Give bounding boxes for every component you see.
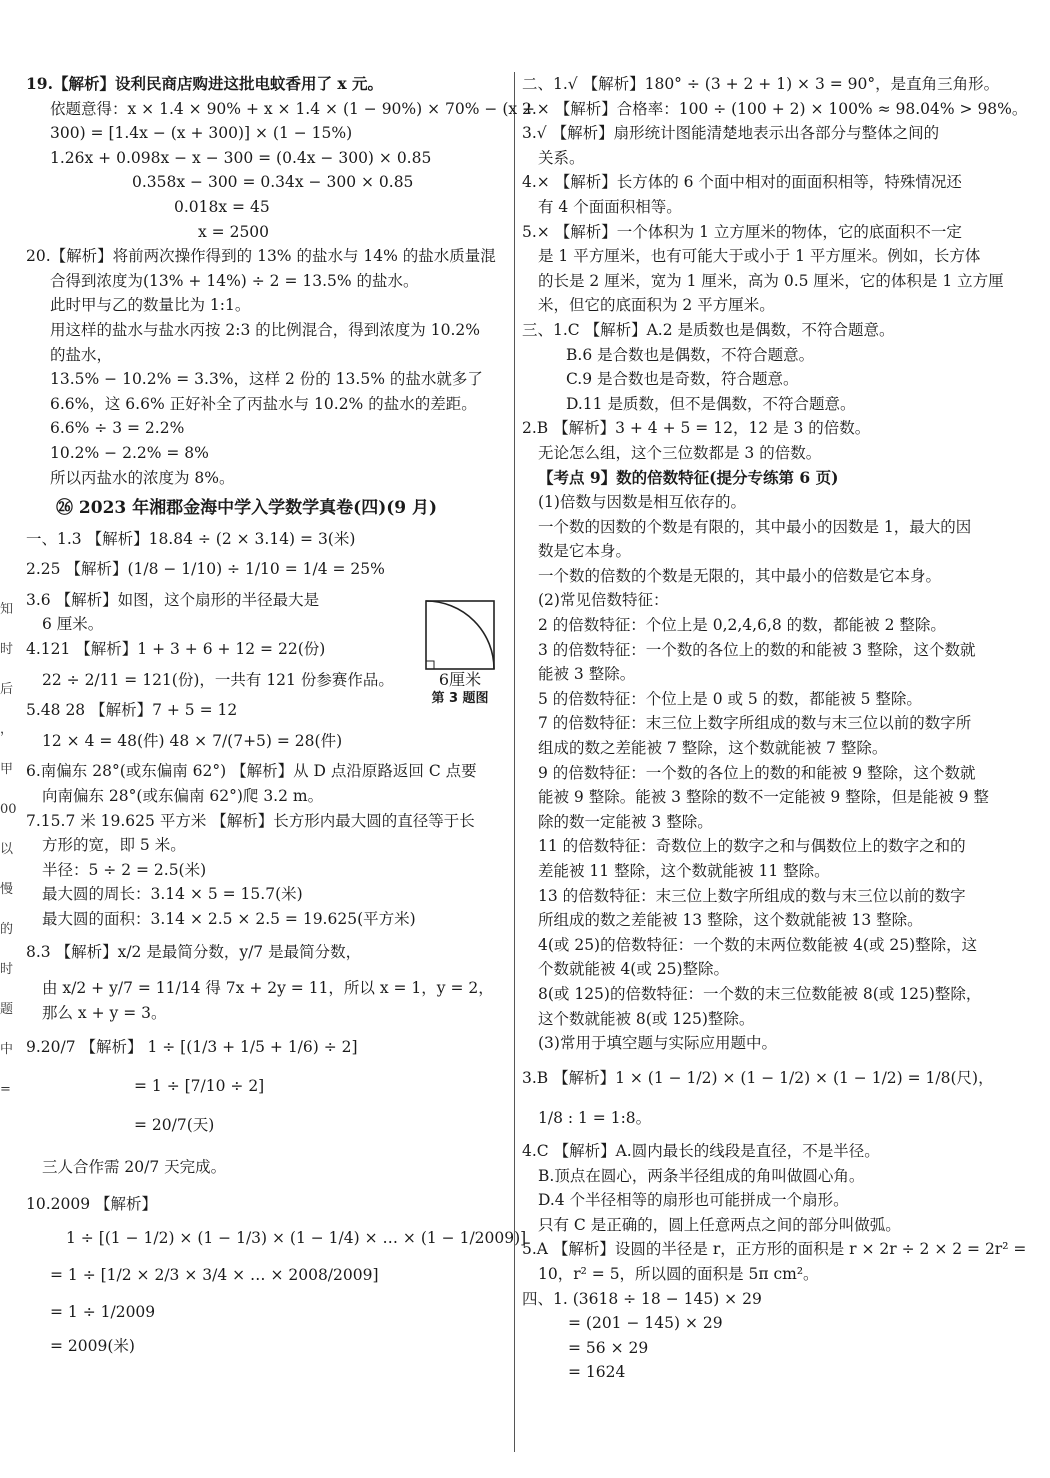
text-line: 三人合作需 20/7 天完成。 [42, 1158, 227, 1177]
text-line: 5 的倍数特征：个位上是 0 或 5 的数，都能被 5 整除。 [538, 689, 922, 708]
text-line: = 20/7(天) [134, 1115, 215, 1134]
text-line: 7.15.7 米 19.625 平方米 【解析】长方形内最大圆的直径等于长 [26, 811, 475, 830]
text-line: 2 的倍数特征：个位上是 0,2,4,6,8 的数，都能被 2 整除。 [538, 616, 946, 635]
text-line: 4.C 【解析】A.圆内最长的线段是直径，不是半径。 [522, 1141, 880, 1160]
edge-char: 的 [0, 922, 14, 937]
edge-char: 甲 [0, 762, 14, 777]
text-line: 6 厘米。 [42, 615, 104, 634]
text-line: 半径：5 ÷ 2 = 2.5(米) [42, 860, 207, 879]
text-line: 20.【解析】将前两次操作得到的 13% 的盐水与 14% 的盐水质量混 [26, 247, 496, 266]
edge-char: 时 [0, 642, 14, 657]
text-line: 的盐水， [50, 345, 113, 364]
right-column [522, 72, 1028, 1385]
text-line: 19.【解析】设利民商店购进这批电蚊香用了 x 元。 [26, 74, 384, 93]
text-line: 此时甲与乙的数量比为 1:1。 [50, 296, 251, 315]
text-line: C.9 是合数也是奇数，符合题意。 [566, 370, 799, 389]
text-line: 0.358x − 300 = 0.34x − 300 × 0.85 [132, 173, 414, 192]
text-line: 3.√ 【解析】扇形统计图能清楚地表示出各部分与整体之间的 [522, 124, 940, 143]
text-line: 9.20/7 【解析】 1 ÷ [(1/3 + 1/5 + 1/6) ÷ 2] [26, 1038, 358, 1057]
text-line: 个数就能被 4(或 25)整除。 [538, 960, 730, 979]
text-line: 4.× 【解析】长方体的 6 个面中相对的面面积相等，特殊情况还 [522, 173, 962, 192]
edge-char: = [0, 1082, 11, 1097]
text-line: 一个数的因数的个数是有限的，其中最小的因数是 1，最大的因 [538, 517, 972, 536]
text-line: 6.南偏东 28°(或东偏南 62°) 【解析】从 D 点沿原路返回 C 点要 [26, 762, 477, 781]
text-line: 最大圆的面积：3.14 × 2.5 × 2.5 = 19.625(平方米) [42, 910, 416, 928]
text-line: 无论怎么组，这个三位数都是 3 的倍数。 [538, 443, 822, 462]
text-line: 3.B 【解析】1 × (1 − 1/2) × (1 − 1/2) × (1 − 1/2) = 1/8(尺)， [522, 1068, 994, 1087]
text-line: 的长是 2 厘米，宽为 1 厘米，高为 0.5 厘米，它的体积是 1 立方厘 [538, 271, 1004, 290]
text-line: (2)常见倍数特征： [538, 591, 669, 610]
edge-char: 慢 [0, 882, 14, 897]
text-line: 8.3 【解析】x/2 是最简分数，y/7 是最简分数， [26, 942, 362, 961]
text-line: 10，r² = 5，所以圆的面积是 5π cm²。 [538, 1264, 819, 1283]
edge-char: 以 [0, 842, 14, 857]
text-line: 合得到浓度为(13% + 14%) ÷ 2 = 13.5% 的盐水。 [50, 271, 419, 290]
text-line: 0.018x = 45 [174, 197, 270, 216]
text-line: 10.2% − 2.2% = 8% [50, 443, 209, 462]
text-line: = 1 ÷ 1/2009 [50, 1302, 156, 1321]
text-line: 3.6 【解析】如图，这个扇形的半径最大是 [26, 590, 320, 609]
text-line: 9 的倍数特征：一个数的各位上的数的和能被 9 整除，这个数就 [538, 763, 976, 782]
text-line: B.顶点在圆心，两条半径组成的角叫做圆心角。 [538, 1166, 865, 1185]
text-line: D.4 个半径相等的扇形也可能拼成一个扇形。 [538, 1191, 849, 1210]
text-line: 6.6%，这 6.6% 正好补全了丙盐水与 10.2% 的盐水的差距。 [50, 394, 477, 413]
text-line: 1.26x + 0.098x − x − 300 = (0.4x − 300) × 0.85 [50, 148, 432, 167]
text-line: 能被 3 整除。 [538, 665, 636, 684]
text-line: 300) = [1.4x − (x + 300)] × (1 − 15%) [50, 124, 353, 143]
text-line: = 1624 [568, 1363, 626, 1382]
text-line: 8(或 125)的倍数特征：一个数的末三位数能被 8(或 125)整除， [538, 984, 982, 1003]
figure-quarter-circle [412, 600, 508, 708]
text-line: (3)常用于填空题与实际应用题中。 [538, 1034, 777, 1053]
text-line: 那么 x + y = 3。 [42, 1003, 167, 1022]
edge-char: 时 [0, 962, 14, 977]
text-line: 由 x/2 + y/7 = 11/14 得 7x + 2y = 11，所以 x = 1，y = 2， [42, 979, 494, 998]
text-line: 最大圆的周长：3.14 × 5 = 15.7(米) [42, 885, 303, 904]
text-line: 22 ÷ 2/11 = 121(份)，一共有 121 份参赛作品。 [42, 670, 394, 689]
text-line: 向南偏东 28°(或东偏南 62°)爬 3.2 m。 [42, 787, 324, 806]
text-line: 这个数就能被 8(或 125)整除。 [538, 1009, 755, 1028]
text-line: 差能被 11 整除，这个数就能被 11 整除。 [538, 862, 830, 880]
text-line: 所组成的数之差能被 13 整除，这个数就能被 13 整除。 [538, 911, 923, 930]
text-line: 13 的倍数特征：末三位上数字所组成的数与末三位以前的数字 [538, 886, 966, 905]
text-line: 组成的数之差能被 7 整除，这个数就能被 7 整除。 [538, 739, 888, 758]
text-line: D.11 是质数，但不是偶数，不符合题意。 [566, 394, 856, 413]
text-line: x = 2500 [198, 222, 270, 241]
text-line: 能被 9 整除。能被 3 整除的数不一定能被 9 整除，但是能被 9 整 [538, 788, 989, 807]
section-title: ㉖ 2023 年湘郡金海中学入学数学真卷(四)(9 月) [56, 498, 438, 519]
text-line: (1)倍数与因数是相互依存的。 [538, 493, 746, 512]
text-line: 7 的倍数特征：末三位上数字所组成的数与末三位以前的数字所 [538, 714, 972, 733]
text-line: = 2009(米) [50, 1337, 135, 1356]
text-line: 11 的倍数特征：奇数位上的数字之和与偶数位上的数字之和的 [538, 837, 966, 856]
edge-char: ， [0, 722, 14, 737]
text-line: 关系。 [538, 148, 585, 167]
text-line: B.6 是合数也是偶数，不符合题意。 [566, 345, 815, 364]
text-line: = 1 ÷ [7/10 ÷ 2] [134, 1076, 265, 1095]
text-line: 用这样的盐水与盐水丙按 2:3 的比例混合，得到浓度为 10.2% [50, 320, 480, 339]
text-line: = (201 − 145) × 29 [568, 1314, 723, 1333]
text-line: 方形的宽，即 5 米。 [42, 836, 186, 855]
text-line: 三、1.C 【解析】A.2 是质数也是偶数，不符合题意。 [522, 320, 895, 339]
text-line: 5.× 【解析】一个体积为 1 立方厘米的物体，它的底面积不一定 [522, 222, 962, 241]
text-line: 13.5% − 10.2% = 3.3%，这样 2 份的 13.5% 的盐水就多了 [50, 370, 483, 389]
text-line: 依题意得：x × 1.4 × 90% + x × 1.4 × (1 − 90%) × 70% − (x + [50, 99, 536, 118]
text-line: 2.B 【解析】3 + 4 + 5 = 12，12 是 3 的倍数。 [522, 419, 871, 438]
text-line: 5.48 28 【解析】7 + 5 = 12 [26, 701, 238, 720]
figure-label: 6厘米 [438, 670, 482, 689]
text-line: 只有 C 是正确的，圆上任意两点之间的部分叫做弧。 [538, 1215, 901, 1234]
text-line: 12 × 4 = 48(件) 48 × 7/(7+5) = 28(件) [42, 731, 343, 750]
text-line: 5.A 【解析】设圆的半径是 r，正方形的面积是 r × 2r ÷ 2 × 2 = 2r² = [522, 1240, 1027, 1259]
text-line: 1/8 : 1 = 1:8。 [538, 1109, 652, 1128]
text-line: 4.121 【解析】1 + 3 + 6 + 12 = 22(份) [26, 640, 326, 659]
text-line: 一、1.3 【解析】18.84 ÷ (2 × 3.14) = 3(米) [26, 529, 356, 548]
text-line: 10.2009 【解析】 [26, 1194, 158, 1213]
text-line: 1 ÷ [(1 − 1/2) × (1 − 1/3) × (1 − 1/4) × … × (1 − 1/2009)] [66, 1229, 527, 1248]
text-line: 所以丙盐水的浓度为 8%。 [50, 468, 235, 487]
edge-char: 后 [0, 682, 14, 697]
text-line: 除的数一定能被 3 整除。 [538, 812, 713, 831]
edge-char: 题 [0, 1002, 14, 1017]
text-line: 二、1.√ 【解析】180° ÷ (3 + 2 + 1) × 3 = 90°，是直角三角形。 [522, 75, 1000, 93]
left-column [26, 72, 536, 1359]
text-line: = 56 × 29 [568, 1338, 649, 1357]
text-line: 数是它本身。 [538, 542, 632, 561]
figure-caption: 第 3 题图 [431, 691, 489, 706]
text-line: 米，但它的底面积为 2 平方厘米。 [538, 296, 775, 315]
edge-char: 知 [0, 602, 14, 617]
text-line: 2.× 【解析】合格率：100 ÷ (100 + 2) × 100% ≈ 98.04% > 98%。 [522, 99, 1028, 118]
text-line: 6.6% ÷ 3 = 2.2% [50, 419, 185, 438]
text-line: 2.25 【解析】(1/8 − 1/10) ÷ 1/10 = 1/4 = 25% [26, 560, 385, 579]
edge-char: 中 [0, 1042, 14, 1057]
left-edge-fragments [0, 590, 17, 1110]
text-line: 四、1. (3618 ÷ 18 − 145) × 29 [522, 1289, 762, 1308]
text-line: 4(或 25)的倍数特征：一个数的末两位数能被 4(或 25)整除，这 [538, 935, 978, 954]
text-line: 3 的倍数特征：一个数的各位上的数的和能被 3 整除，这个数就 [538, 640, 976, 659]
text-line: 是 1 平方厘米，也有可能大于或小于 1 平方厘米。例如，长方体 [538, 247, 981, 266]
text-line: 有 4 个面面积相等。 [538, 197, 682, 216]
edge-char: 00 [0, 802, 17, 817]
quarter-circle-diagram [425, 600, 495, 670]
text-line: 一个数的倍数的个数是无限的，其中最小的倍数是它本身。 [538, 566, 942, 585]
knowledge-point-title: 【考点 9】数的倍数特征(提分专练第 6 页) [538, 467, 839, 487]
text-line: = 1 ÷ [1/2 × 2/3 × 3/4 × … × 2008/2009] [50, 1265, 379, 1284]
